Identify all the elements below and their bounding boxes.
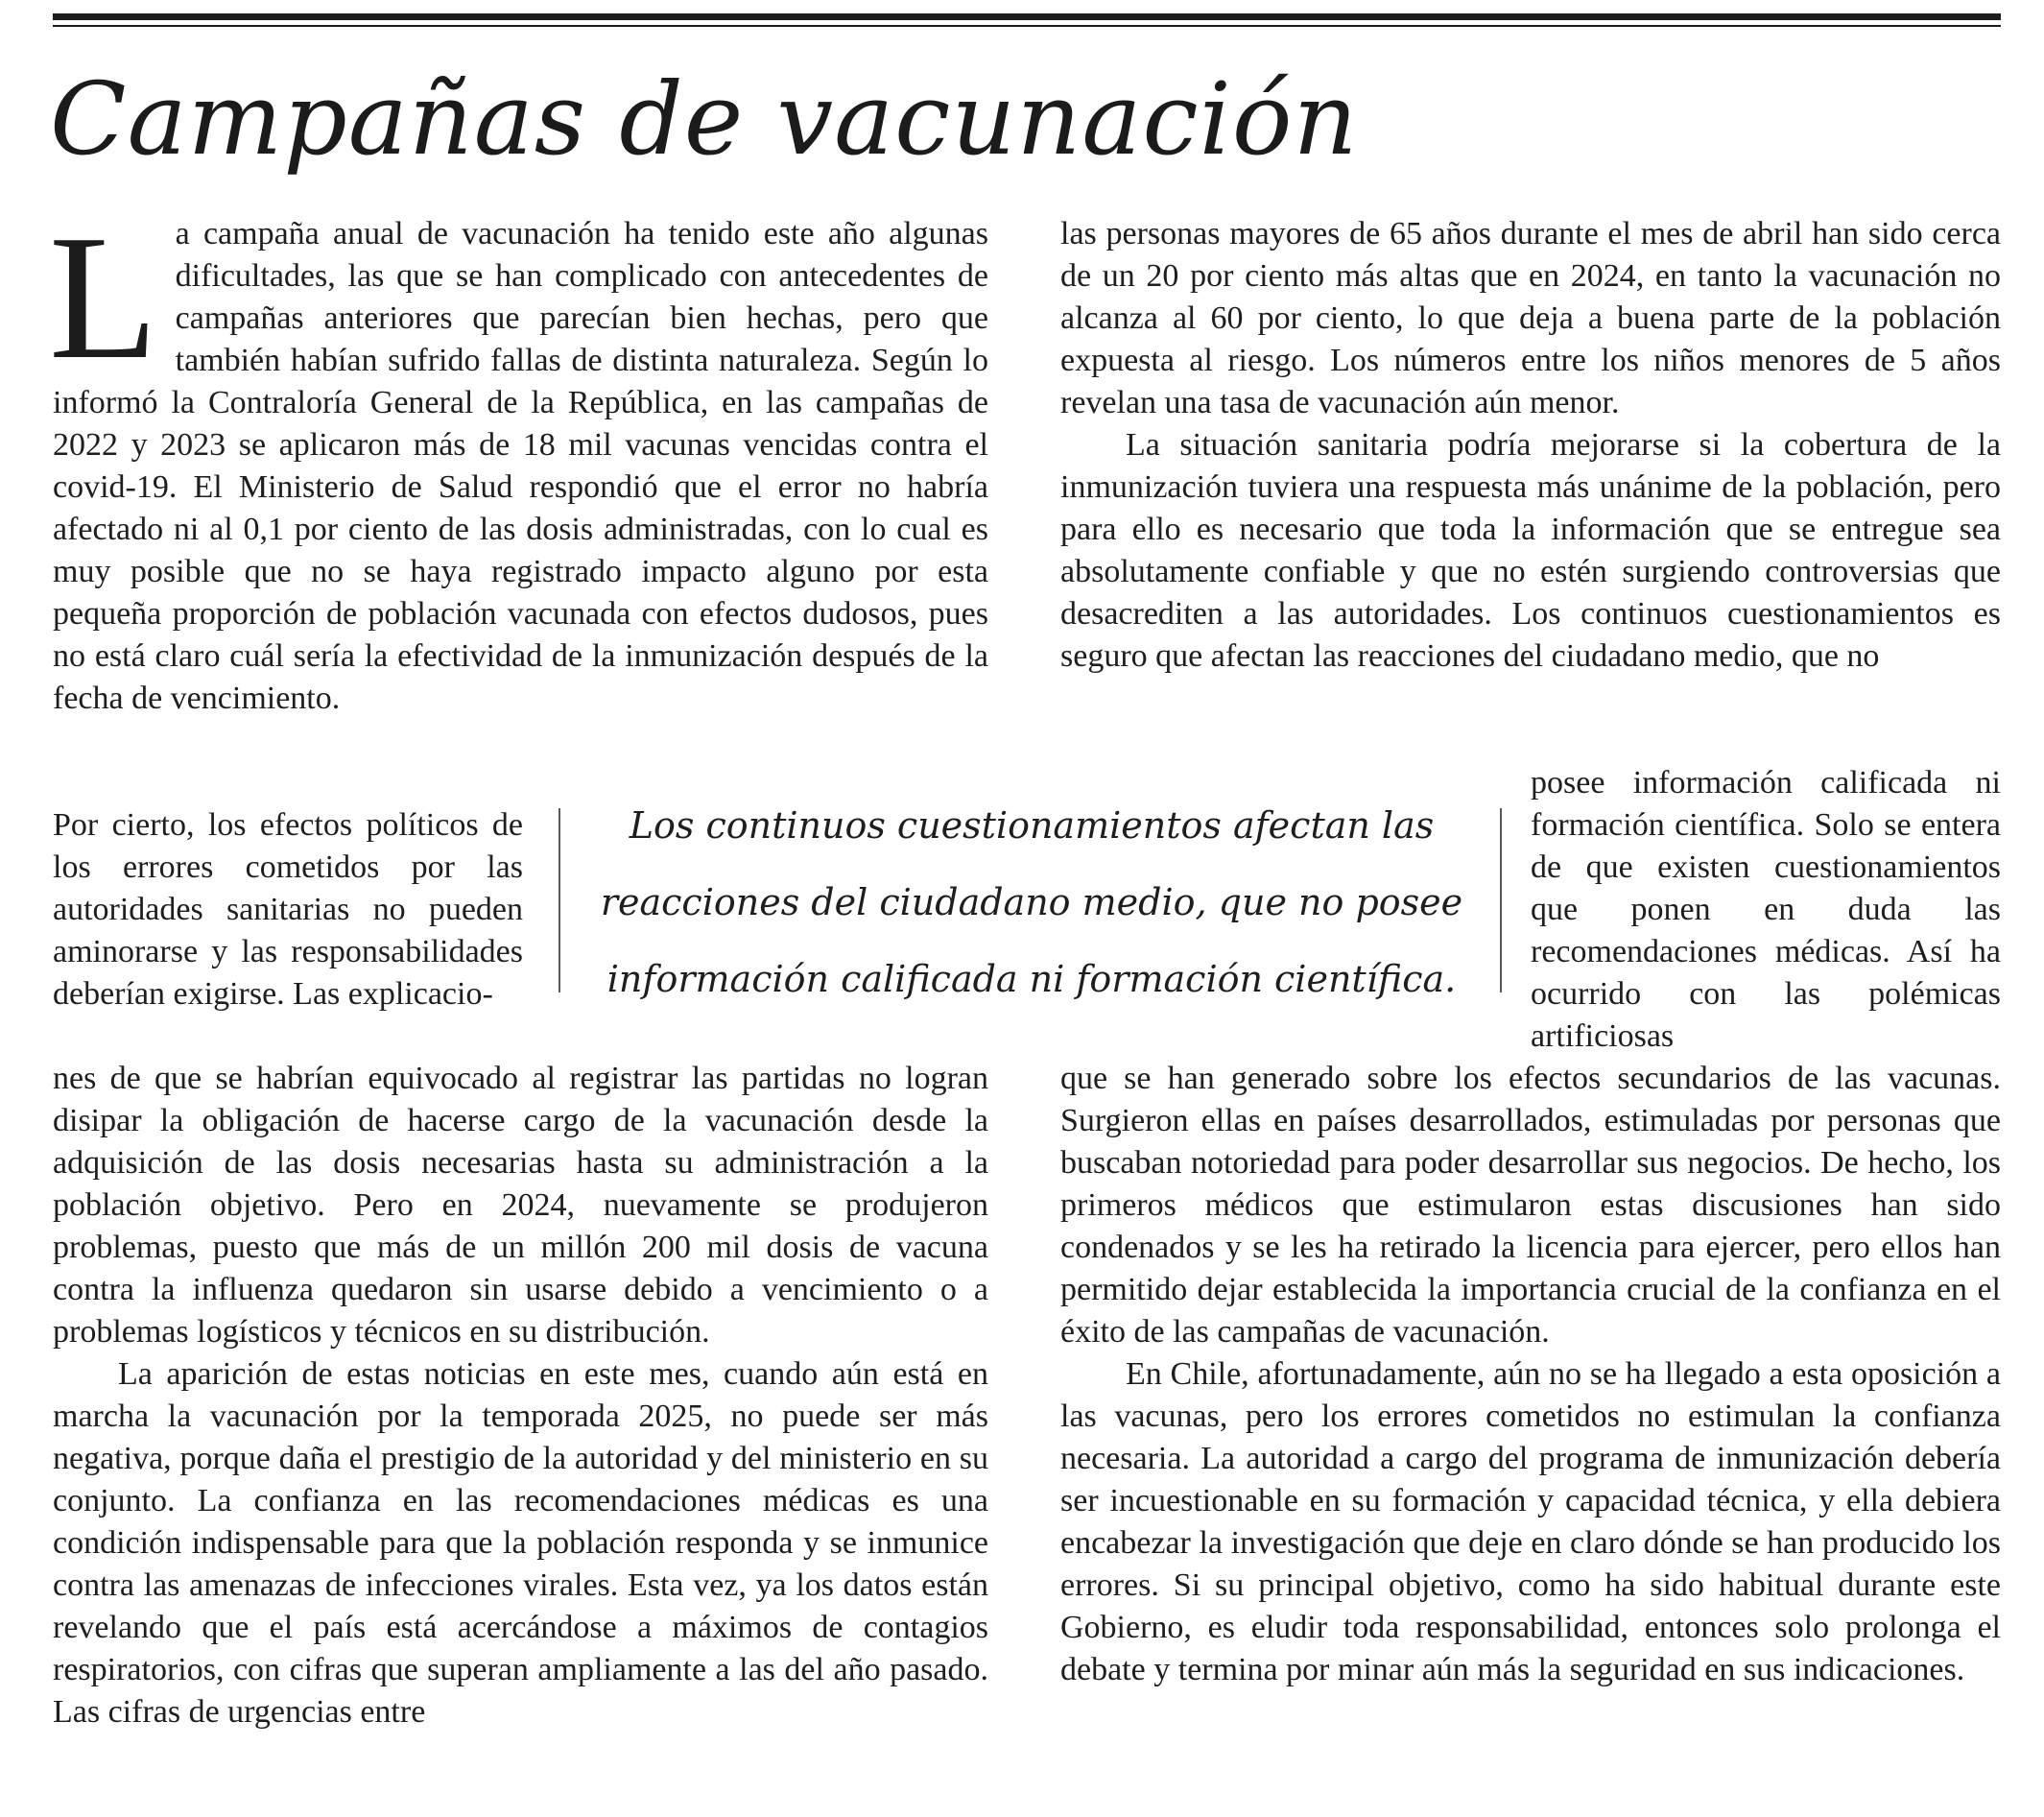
pull-quote-rule-left xyxy=(559,808,560,992)
column-right-bottom xyxy=(1060,1058,2001,1691)
top-rule-thin xyxy=(53,25,2001,27)
pull-quote: Los continuos cuestionamientos afectan las reacciones del ciudadano medio, que no posee información calificada ni formación científica. xyxy=(600,804,1463,1000)
paragraph-left-narrow: Por cierto, los efectos políticos de los errores cometidos por las autoridades sanitarias no pueden aminorarse y las responsabilidades deberían exigirse. Las explicacio- xyxy=(53,807,523,1012)
column-right-top xyxy=(1060,213,2001,678)
top-rule-thick xyxy=(53,13,2001,20)
column-left-narrow xyxy=(53,804,523,1016)
paragraph-right-narrow: posee información calificada ni formación científica. Solo se entera de que existen cuestionamientos que ponen en duda las recomendaciones médicas. Así ha ocurrido con las polémicas artificiosas xyxy=(1531,765,2001,1054)
paragraph-left-bottom-b: La aparición de estas noticias en este mes, cuando aún está en marcha la vacunación por la temporada 2025, no puede ser más negativa, porque daña el prestigio de la autoridad y del ministerio en su conjunto. La confianza en las recomendaciones médicas es una condición indispensable para que la población responda y se inmunice contra las amenazas de infecciones virales. Esta vez, ya los datos están revelando que el país está acercándose a máximos de contagios respiratorios, con cifras que superan ampliamente a las del año pasado. Las cifras de urgencias entre xyxy=(53,1356,988,1730)
pull-quote-rule-right xyxy=(1500,808,1502,992)
column-left-intro xyxy=(49,199,988,720)
paragraph-right-bottom-b: En Chile, afortunadamente, aún no se ha llegado a esta oposición a las vacunas, pero los errores cometidos no estimulan la confianza necesaria. La autoridad a cargo del programa de inmunización debería ser incuestionable en su formación y capacidad técnica, y ella debiera encabezar la investigación que deje en claro dónde se han producido los errores. Si su principal objetivo, como ha sido habitual durante este Gobierno, es eludir toda responsabilidad, entonces solo prolonga el debate y termina por minar aún más la seguridad en sus indicaciones. xyxy=(1060,1356,2001,1687)
drop-cap: L xyxy=(49,199,158,396)
paragraph-right-top-a: las personas mayores de 65 años durante el mes de abril han sido cerca de un 20 por ciento más altas que en 2024, en tanto la vacunación no alcanza al 60 por ciento, lo que deja a buena parte de la población expuesta al riesgo. Los números entre los niños menores de 5 años revelan una tasa de vacunación aún menor. xyxy=(1060,216,2001,420)
column-left-bottom xyxy=(53,1058,988,1733)
paragraph-intro: a campaña anual de vacunación ha tenido este año algunas dificultades, las que se han complicado con antecedentes de campañas anteriores que parecían bien hechas, pero que también habían sufrido fallas de distinta naturaleza. Según lo informó la Contraloría General de la República, en las campañas de 2022 y 2023 se aplicaron más de 18 mil vacunas vencidas contra el covid-19. El Ministerio de Salud respondió que el error no habría afectado ni al 0,1 por ciento de las dosis administradas, con lo cual es muy posible que no se haya registrado impacto alguno por esta pequeña proporción de población vacunada con efectos dudosos, pues no está claro cuál sería la efectividad de la inmunización después de la fecha de vencimiento. xyxy=(53,216,988,716)
paragraph-right-bottom-a: que se han generado sobre los efectos secundarios de las vacunas. Surgieron ellas en países desarrollados, estimuladas por personas que buscaban notoriedad para poder desarrollar sus negocios. De hecho, los primeros médicos que estimularon estas discusiones han sido condenados y se les ha retirado la licencia para ejercer, pero ellos han permitido dejar establecida la importancia crucial de la confianza en el éxito de las campañas de vacunación. xyxy=(1060,1061,2001,1350)
paragraph-right-top-b: La situación sanitaria podría mejorarse si la cobertura de la inmunización tuviera una respuesta más unánime de la población, pero para ello es necesario que toda la información que se entregue sea absolutamente confiable y que no estén surgiendo controversias que desacrediten a las autoridades. Los continuos cuestionamientos es seguro que afectan las reacciones del ciudadano medio, que no xyxy=(1060,427,2001,674)
column-right-narrow xyxy=(1531,762,2001,1058)
paragraph-left-bottom-a: nes de que se habrían equivocado al registrar las partidas no logran disipar la obligación de hacerse cargo de la vacunación desde la adquisición de las dosis necesarias hasta su administración a la población objetivo. Pero en 2024, nuevamente se produjeron problemas, puesto que más de un millón 200 mil dosis de vacuna contra la influenza quedaron sin usarse debido a vencimiento o a problemas logísticos y técnicos en su distribución. xyxy=(53,1061,988,1350)
headline: Campañas de vacunación xyxy=(50,60,1359,178)
